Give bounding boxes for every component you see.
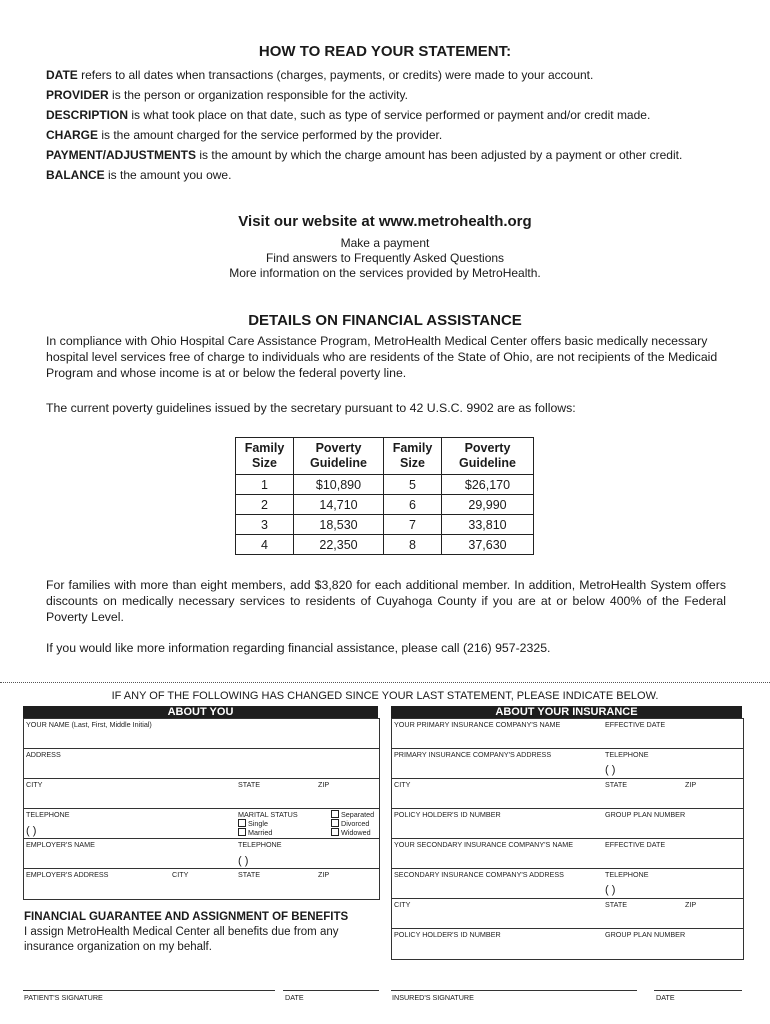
table-cell: 3 — [236, 515, 294, 535]
table-cell: $26,170 — [442, 475, 534, 495]
definition-description: DESCRIPTION is what took place on that date, such as type of service performed or payment and/or credit made. — [46, 108, 651, 122]
employer-state-field[interactable]: STATE — [238, 870, 261, 879]
insurance-city-field[interactable]: CITY — [394, 780, 411, 789]
zip-field[interactable]: ZIP — [318, 780, 330, 789]
about-you-header: ABOUT YOU — [23, 706, 378, 719]
table-cell: 6 — [384, 495, 442, 515]
secondary-policy-holder-id-field[interactable]: POLICY HOLDER'S ID NUMBER — [394, 930, 501, 939]
state-field[interactable]: STATE — [238, 780, 261, 789]
marital-single-checkbox[interactable]: Single — [238, 819, 268, 828]
contact-text: If you would like more information regarding financial assistance, please call (216) 957-2325. — [46, 641, 551, 655]
definition-charge: CHARGE is the amount charged for the service performed by the provider. — [46, 128, 443, 142]
header-poverty-guideline: Poverty Guideline — [442, 438, 534, 475]
insurance-zip-field[interactable]: ZIP — [685, 780, 697, 789]
header-poverty-guideline: Poverty Guideline — [294, 438, 384, 475]
poverty-guideline-table — [235, 437, 534, 555]
guarantee-title: FINANCIAL GUARANTEE AND ASSIGNMENT OF BENEFITS — [24, 911, 349, 923]
guarantee-text: I assign MetroHealth Medical Center all benefits due from any insurance organization on my behalf. — [24, 926, 339, 953]
about-insurance-header: ABOUT YOUR INSURANCE — [391, 706, 742, 719]
table-cell: 37,630 — [442, 535, 534, 555]
header-family-size: Family Size — [384, 438, 442, 475]
table-row — [236, 535, 534, 555]
table-cell: 14,710 — [294, 495, 384, 515]
secondary-insurance-address-field[interactable]: SECONDARY INSURANCE COMPANY'S ADDRESS — [394, 870, 564, 879]
employer-name-field[interactable]: EMPLOYER'S NAME — [26, 840, 95, 849]
telephone-area-code[interactable]: ( ) — [26, 825, 37, 837]
insured-date-line[interactable] — [654, 990, 742, 991]
table-row — [236, 515, 534, 535]
marital-divorced-checkbox[interactable]: Divorced — [331, 819, 369, 828]
patient-signature-label: PATIENT'S SIGNATURE — [24, 993, 103, 1002]
employer-telephone-area-code[interactable]: ( ) — [238, 855, 249, 867]
additional-members-text: For families with more than eight members, add $3,820 for each additional member. In addition, MetroHealth System offers discounts on medically necessary services to residents of Cuyahoga County if you are at or below 400% of the Federal Poverty Level. — [46, 578, 726, 624]
table-cell: $10,890 — [294, 475, 384, 495]
table-row — [236, 495, 534, 515]
secondary-effective-date-field[interactable]: EFFECTIVE DATE — [605, 840, 666, 849]
patient-date-line[interactable] — [283, 990, 379, 991]
insured-date-label: DATE — [656, 993, 675, 1002]
marital-separated-checkbox[interactable]: Separated — [331, 810, 374, 819]
guidelines-intro: The current poverty guidelines issued by the secretary pursuant to 42 U.S.C. 9902 are as follows: — [46, 401, 576, 415]
secondary-telephone-field[interactable]: TELEPHONE — [605, 870, 649, 879]
website-line-payment: Make a payment — [340, 236, 430, 250]
city-field[interactable]: CITY — [26, 780, 43, 789]
table-cell: 1 — [236, 475, 294, 495]
employer-address-field[interactable]: EMPLOYER'S ADDRESS — [26, 870, 109, 879]
definition-provider: PROVIDER is the person or organization responsible for the activity. — [46, 88, 408, 102]
header-family-size: Family Size — [236, 438, 294, 475]
employer-city-field[interactable]: CITY — [172, 870, 189, 879]
table-cell: 29,990 — [442, 495, 534, 515]
insured-signature-label: INSURED'S SIGNATURE — [392, 993, 474, 1002]
marital-status-label: MARITAL STATUS — [238, 810, 298, 819]
marital-widowed-checkbox[interactable]: Widowed — [331, 828, 371, 837]
website-line-faq: Find answers to Frequently Asked Questions — [265, 251, 505, 265]
insurance-telephone-area-code[interactable]: ( ) — [605, 764, 616, 776]
your-name-field[interactable]: YOUR NAME (Last, First, Middle Initial) — [26, 720, 152, 729]
secondary-group-plan-number-field[interactable]: GROUP PLAN NUMBER — [605, 930, 686, 939]
tear-line — [0, 682, 770, 683]
group-plan-number-field[interactable]: GROUP PLAN NUMBER — [605, 810, 686, 819]
patient-signature-line[interactable] — [23, 990, 275, 991]
table-cell: 22,350 — [294, 535, 384, 555]
insurance-telephone-field[interactable]: TELEPHONE — [605, 750, 649, 759]
address-field[interactable]: ADDRESS — [26, 750, 61, 759]
table-row — [236, 475, 534, 495]
how-to-read-title: HOW TO READ YOUR STATEMENT: — [258, 43, 512, 60]
policy-holder-id-field[interactable]: POLICY HOLDER'S ID NUMBER — [394, 810, 501, 819]
financial-intro: In compliance with Ohio Hospital Care Assistance Program, MetroHealth Medical Center offers basic medically necessary hospital level services free of charge to individuals who are residents of the State of Ohio, are not recipients of the Medicaid Program and whose income is at or below the federal poverty line. — [46, 334, 718, 380]
secondary-insurance-name-field[interactable]: YOUR SECONDARY INSURANCE COMPANY'S NAME — [394, 840, 574, 849]
secondary-telephone-area-code[interactable]: ( ) — [605, 884, 616, 896]
definition-balance: BALANCE is the amount you owe. — [46, 168, 232, 182]
definition-date: DATE refers to all dates when transactions (charges, payments, or credits) were made to your account. — [46, 68, 594, 82]
table-header-row — [236, 438, 534, 475]
table-cell: 33,810 — [442, 515, 534, 535]
table-cell: 7 — [384, 515, 442, 535]
website-title[interactable]: Visit our website at www.metrohealth.org — [238, 213, 532, 230]
primary-insurance-name-field[interactable]: YOUR PRIMARY INSURANCE COMPANY'S NAME — [394, 720, 561, 729]
employer-zip-field[interactable]: ZIP — [318, 870, 330, 879]
secondary-city-field[interactable]: CITY — [394, 900, 411, 909]
change-notice: IF ANY OF THE FOLLOWING HAS CHANGED SINCE YOUR LAST STATEMENT, PLEASE INDICATE BELOW. — [111, 690, 659, 702]
marital-married-checkbox[interactable]: Married — [238, 828, 272, 837]
financial-assistance-title: DETAILS ON FINANCIAL ASSISTANCE — [248, 312, 522, 329]
patient-date-label: DATE — [285, 993, 304, 1002]
table-cell: 8 — [384, 535, 442, 555]
employer-telephone-field[interactable]: TELEPHONE — [238, 840, 282, 849]
definition-payment-adjustments: PAYMENT/ADJUSTMENTS is the amount by which the charge amount has been adjusted by a payment or other credit. — [46, 148, 683, 162]
secondary-state-field[interactable]: STATE — [605, 900, 628, 909]
table-cell: 18,530 — [294, 515, 384, 535]
effective-date-field[interactable]: EFFECTIVE DATE — [605, 720, 666, 729]
table-cell: 4 — [236, 535, 294, 555]
insured-signature-line[interactable] — [391, 990, 637, 991]
website-line-services: More information on the services provided by MetroHealth. — [229, 266, 541, 280]
insurance-state-field[interactable]: STATE — [605, 780, 628, 789]
table-cell: 2 — [236, 495, 294, 515]
primary-insurance-address-field[interactable]: PRIMARY INSURANCE COMPANY'S ADDRESS — [394, 750, 552, 759]
secondary-zip-field[interactable]: ZIP — [685, 900, 697, 909]
table-cell: 5 — [384, 475, 442, 495]
telephone-field[interactable]: TELEPHONE — [26, 810, 70, 819]
